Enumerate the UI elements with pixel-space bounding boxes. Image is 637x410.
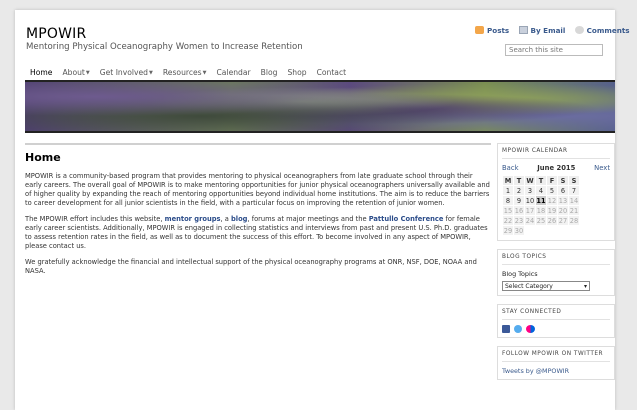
- calendar-day: [547, 226, 557, 235]
- calendar-weekday: T: [536, 176, 546, 185]
- calendar-day[interactable]: 26: [547, 216, 557, 225]
- calendar-day: [569, 226, 579, 235]
- calendar-day: [558, 226, 568, 235]
- blog-link[interactable]: blog: [231, 215, 248, 223]
- calendar-day: [536, 226, 546, 235]
- nav-about[interactable]: About▼: [62, 68, 90, 77]
- calendar-day[interactable]: 7: [569, 186, 579, 195]
- calendar-day[interactable]: 2: [514, 186, 524, 195]
- nav-resources[interactable]: Resources▼: [162, 68, 207, 77]
- main-nav: [25, 66, 351, 80]
- calendar-day[interactable]: 22: [503, 216, 513, 225]
- nav-calendar[interactable]: Calendar: [216, 68, 251, 77]
- stay-connected-widget-title: STAY CONNECTED: [502, 309, 610, 320]
- calendar-day[interactable]: 17: [525, 206, 535, 215]
- pattullo-conference-link[interactable]: Pattullo Conference: [368, 215, 444, 223]
- calendar-month: June 2015: [537, 164, 576, 172]
- calendar-day[interactable]: 9: [514, 196, 524, 205]
- calendar-day[interactable]: 10: [525, 196, 535, 205]
- calendar-day[interactable]: 20: [558, 206, 568, 215]
- comments-link[interactable]: Comments: [586, 26, 630, 35]
- calendar-day[interactable]: 19: [547, 206, 557, 215]
- calendar-weekday: S: [558, 176, 568, 185]
- calendar-weekday: T: [514, 176, 524, 185]
- intro-paragraph: MPOWIR is a community-based program that provides mentoring to physical oceanographers from late graduate school through their early careers. The overall goal of MPOWIR is to make mentoring opportunities for junior physical oceanographers universally available and of higher quality by expanding the reach of mentoring opportunities beyond individual home institutions. The aim is to reduce the barriers to career development for all junior scientists in the field, with a particular focus on improving the retention of junior women.: [25, 172, 490, 207]
- social-links: [502, 325, 610, 333]
- calendar-weekday: W: [526, 176, 534, 185]
- calendar-back-link[interactable]: Back: [502, 164, 519, 172]
- calendar-day[interactable]: 25: [536, 216, 546, 225]
- subscribe-links: [475, 26, 637, 35]
- calendar-day[interactable]: 4: [536, 186, 546, 195]
- chevron-down-icon: ▾: [583, 282, 587, 290]
- calendar-day[interactable]: 5: [547, 186, 557, 195]
- nav-blog[interactable]: Blog: [260, 68, 278, 77]
- facebook-icon[interactable]: [502, 325, 510, 333]
- flickr-icon[interactable]: [526, 325, 535, 333]
- calendar-day[interactable]: 29: [503, 226, 513, 235]
- twitter-icon[interactable]: [514, 325, 522, 333]
- twitter-widget: [497, 346, 615, 380]
- posts-link[interactable]: Posts: [487, 26, 510, 35]
- email-icon[interactable]: [519, 26, 528, 34]
- calendar-widget-title: MPOWIR CALENDAR: [502, 148, 610, 159]
- calendar-day[interactable]: 1: [503, 186, 513, 195]
- site-title[interactable]: MPOWIR: [26, 26, 87, 42]
- calendar-next-link[interactable]: Next: [594, 164, 610, 172]
- content-divider: [25, 143, 491, 145]
- nav-shop[interactable]: Shop: [287, 68, 307, 77]
- calendar-day[interactable]: 23: [514, 216, 524, 225]
- calendar-day[interactable]: 24: [525, 216, 535, 225]
- calendar-day[interactable]: 11: [536, 196, 546, 205]
- effort-paragraph: The MPOWIR effort includes this website, mentor groups, a blog, forums at major meetings and the Pattullo Conference for female early career scientists. Additionally, MPOWIR is engaged in collecting statistics and interviews from past and present U.S. Ph.D. graduates to assess retention rates in the field, as well as to document the success of this effort. To become involved in any aspect of MPOWIR, please contact us.: [25, 215, 488, 250]
- calendar-weekday: F: [547, 176, 557, 185]
- calendar-widget: [497, 143, 615, 241]
- nav-contact[interactable]: Contact: [316, 68, 347, 77]
- sidebar: [497, 143, 615, 388]
- acknowledgement-paragraph: We gratefully acknowledge the financial and intellectual support of the physical oceanography programs at ONR, NSF, DOE, NOAA and NASA.: [25, 258, 477, 275]
- calendar-day[interactable]: 15: [503, 206, 513, 215]
- comments-icon[interactable]: [575, 26, 584, 34]
- nav-get-involved[interactable]: Get Involved▼: [99, 68, 153, 77]
- main-content: [25, 153, 491, 283]
- calendar-day[interactable]: 12: [547, 196, 557, 205]
- page-title: Home: [25, 151, 61, 164]
- calendar-header: [502, 164, 610, 172]
- chevron-down-icon: ▼: [149, 70, 153, 76]
- nav-home[interactable]: Home: [30, 68, 53, 77]
- calendar-day[interactable]: 8: [503, 196, 513, 205]
- blog-topics-label: Blog Topics: [502, 270, 538, 278]
- calendar-day[interactable]: 3: [525, 186, 535, 195]
- calendar-day[interactable]: 13: [558, 196, 568, 205]
- category-select[interactable]: Select Category ▾: [502, 281, 590, 291]
- rss-icon[interactable]: [475, 26, 484, 34]
- calendar-day[interactable]: 21: [569, 206, 579, 215]
- blog-topics-widget-title: BLOG TOPICS: [502, 254, 610, 265]
- twitter-widget-title: FOLLOW MPOWIR ON TWITTER: [502, 351, 610, 362]
- page: [15, 10, 630, 410]
- header-banner-image: [25, 80, 615, 133]
- calendar-day: [525, 226, 535, 235]
- calendar-day[interactable]: 18: [536, 206, 546, 215]
- calendar-day[interactable]: 28: [569, 216, 579, 225]
- email-link[interactable]: By Email: [530, 26, 566, 35]
- calendar-day[interactable]: 30: [514, 226, 524, 235]
- site-description: Mentoring Physical Oceanography Women to Increase Retention: [26, 42, 303, 52]
- calendar-day[interactable]: 27: [558, 216, 568, 225]
- search-input[interactable]: [505, 44, 603, 56]
- calendar-weekday: S: [569, 176, 579, 185]
- calendar-weekday: M: [504, 176, 512, 185]
- calendar-grid: [502, 175, 580, 236]
- stay-connected-widget: [497, 304, 615, 338]
- blog-topics-widget: [497, 249, 615, 296]
- calendar-day[interactable]: 16: [514, 206, 524, 215]
- mentor-groups-link[interactable]: mentor groups: [164, 215, 221, 223]
- tweets-link[interactable]: Tweets by @MPOWIR: [502, 367, 570, 375]
- calendar-day[interactable]: 14: [569, 196, 579, 205]
- chevron-down-icon: ▼: [202, 70, 207, 76]
- calendar-day[interactable]: 6: [558, 186, 568, 195]
- chevron-down-icon: ▼: [85, 70, 90, 76]
